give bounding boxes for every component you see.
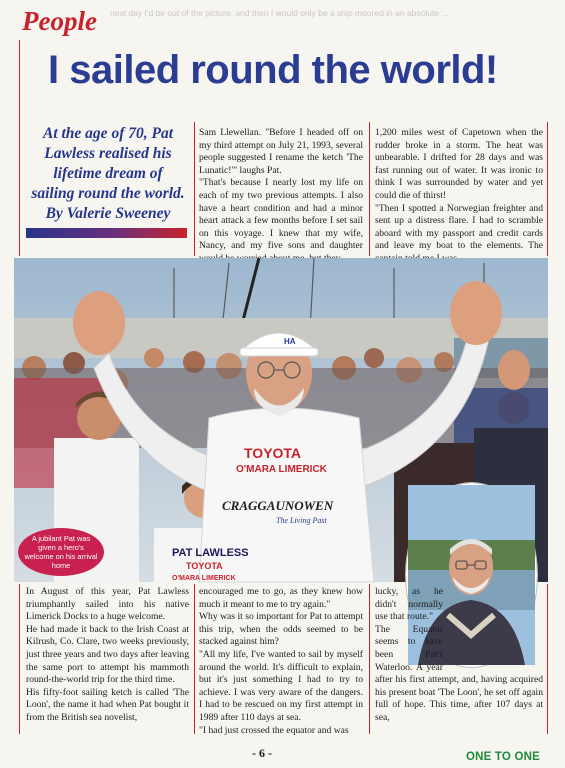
paragraph: The Equator seems to have been Pat's Waterloo. A year after his first attempt, and, having acquired his present boat 'The Loon', he set off again full of hope. This time, after 107 days at sea, (375, 623, 543, 723)
paragraph: "All my life, I've wanted to sail by myself around the world. It's difficult to explain, but it's just something I had to try to achieve. I was very aware of the dangers. I had to be rescued on my first attempt in 1989 after 110 days at sea. (199, 648, 363, 723)
gradient-bar (26, 228, 187, 238)
paragraph: Why was it so important for Pat to attempt this trip, when the odds seemed to be stacked against him? (199, 611, 363, 648)
paragraph: "I had just crossed the equator and was (199, 724, 349, 736)
column-divider (19, 584, 20, 734)
column-divider (547, 122, 548, 256)
page-headline: I sailed round the world! (48, 48, 498, 92)
paragraph: He had made it back to the Irish Coast at Kilrush, Co. Clare, two weeks previously, just three years and two days after leaving the same port to attempt his mammoth round-the-world trip for the third time. (26, 623, 189, 686)
photo-caption: A jubilant Pat was given a hero's welcome on his arrival home (18, 528, 104, 576)
shirt-text-1: TOYOTA (244, 445, 302, 461)
shirt-text-2: O'MARA LIMERICK (236, 464, 327, 475)
standfirst: At the age of 70, Pat Lawless realised his lifetime dream of sailing round the world. By Valerie Sweeney (31, 125, 185, 222)
paragraph: 1,200 miles west of Capetown when the rudder broke in a storm. The heat was unbearable. I drifted for 28 days and was fast running out of water. It was ironic to think I was surrounded by water and yet could die of thirst! (375, 127, 543, 201)
shirt-text-3: CRAGGAUNOWEN (222, 498, 334, 513)
column-divider (547, 584, 548, 734)
hat-text: HA (284, 337, 296, 346)
body-column-top-1 (199, 127, 363, 255)
paragraph: In August of this year, Pat Lawless triumphantly sailed into his native Limerick Docks to a huge welcome. (26, 586, 189, 623)
body-column-bottom-1 (26, 586, 189, 736)
paragraph: lucky, as he didn't normally use that route." (375, 586, 443, 623)
column-divider (369, 122, 370, 256)
section-label: People (22, 6, 97, 36)
paragraph: "Then I spotted a Norwegian freighter and sent up a distress flare. I had to scramble aboard with my passport and credit cards and leave my boat to the elements. The (375, 202, 543, 252)
page-number: - 6 - (252, 746, 272, 760)
body-column-bottom-2 (199, 586, 363, 736)
paragraph: "That's because I nearly lost my life on each of my two previous attempts. I also have a heart condition and had a minor heart attack a few months before I set sail on this voyage. I knew that my wife, Nancy, and my five sons and daughter (199, 177, 363, 252)
column-divider (369, 584, 370, 734)
kid-shirt-text-3: O'MARA LIMERICK (172, 575, 236, 582)
kid-shirt-text-1: PAT LAWLESS (172, 547, 249, 559)
shirt-text-4: The Living Past (276, 516, 327, 525)
top-strip-text: next day I'd be out of the picture, and then I would only be a ship moored in an absolute ... (110, 8, 449, 18)
column-divider (194, 584, 195, 734)
wrap-float (443, 586, 543, 668)
brand-logo: ONE TO ONE (466, 751, 540, 763)
kid-shirt-text-2: TOYOTA (186, 561, 223, 571)
header-divider (19, 40, 20, 256)
column-divider (194, 122, 195, 256)
body-column-top-2 (375, 127, 543, 255)
body-column-bottom-3 (375, 586, 543, 736)
paragraph: His fifty-foot sailing ketch is called 'The Loon', the name it had when Pat bought it from the British sea novelist, (26, 686, 189, 723)
paragraph: Sam Llewellan. "Before I headed off on my third attempt on July 21, 1993, several people suggested I rename the ketch 'The Lunatic!'" laughs Pat. (199, 127, 363, 176)
paragraph: encouraged me to go, as they knew how much it meant to me to try again." (199, 586, 363, 610)
